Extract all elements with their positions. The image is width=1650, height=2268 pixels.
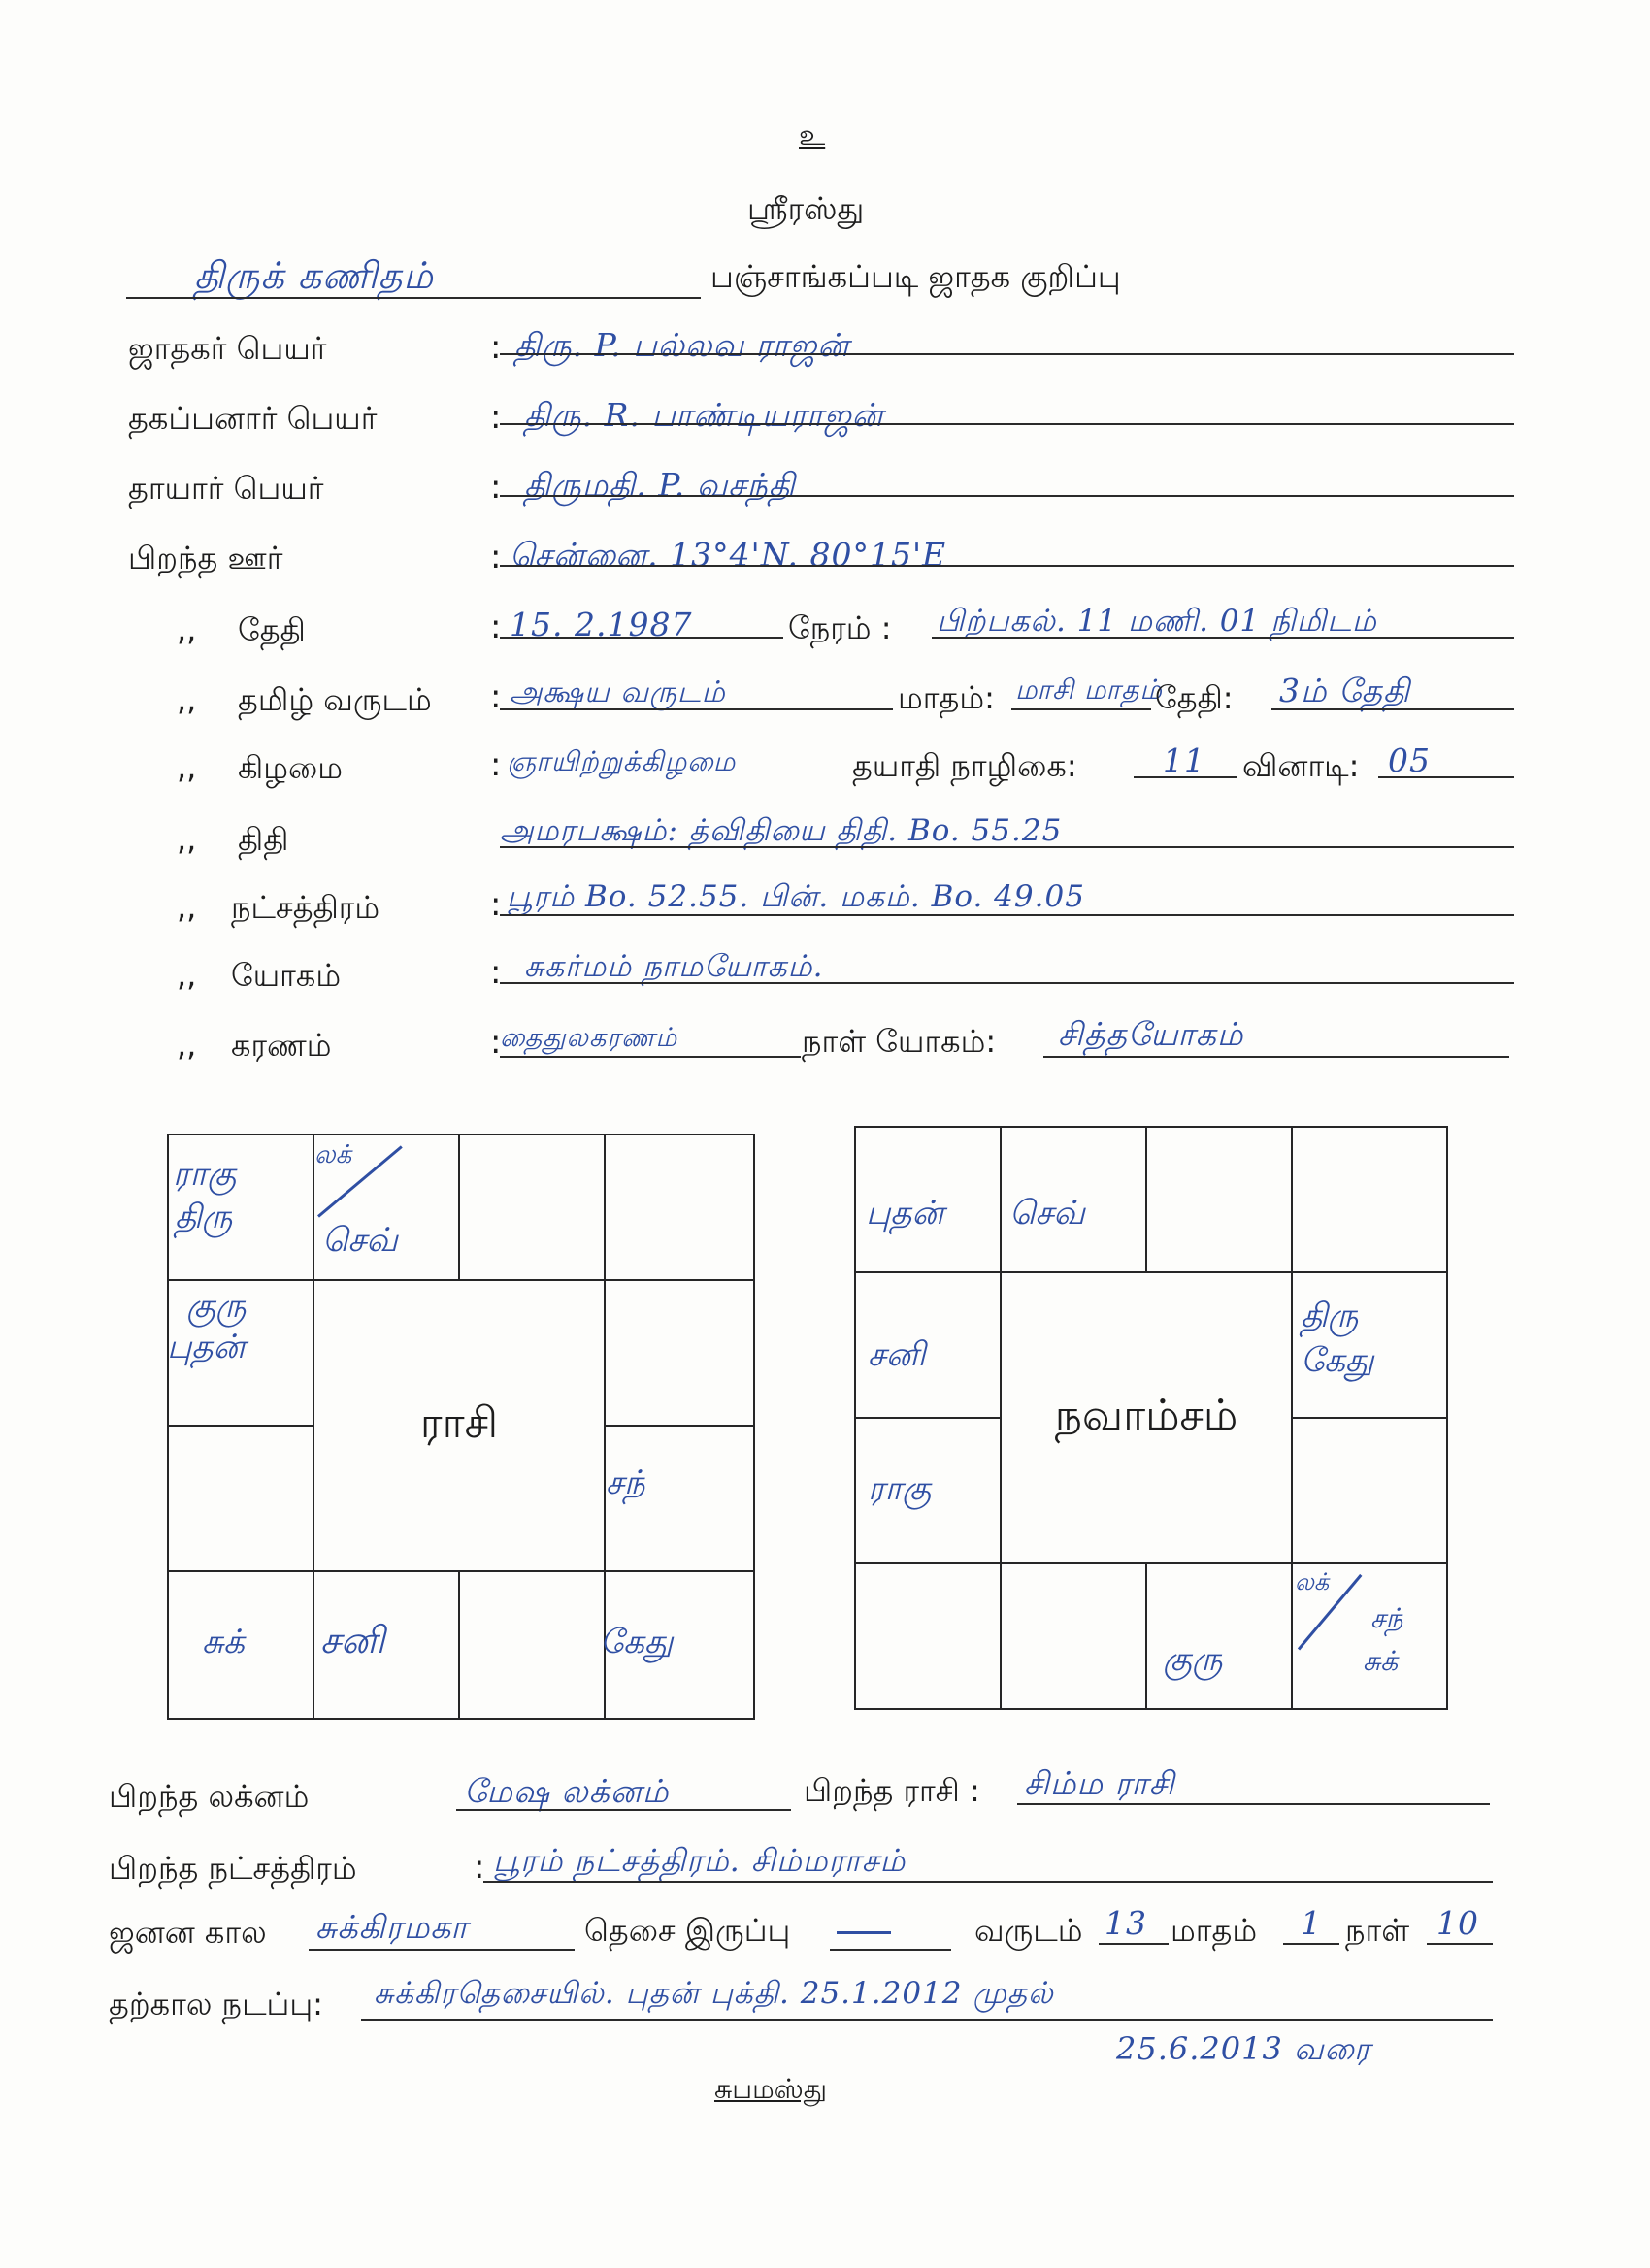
navamsa-chart [854,1126,1448,1710]
ditto-mark: ,, [177,957,197,994]
star-label: பிறந்த நட்சத்திரம் [109,1850,357,1887]
jathagar-label: ஜாதகர் பெயர் [128,330,327,367]
rasi-value: சிம்ம ராசி [1024,1764,1175,1802]
dasai-label: தெசை இருப்பு [584,1912,791,1949]
jathagar-value: திரு. P. பல்லவ ராஜன் [514,326,850,364]
month-label-footer: மாதம் [1171,1912,1258,1949]
nakshatra-line [500,914,1514,916]
rasi-bottom-right: கேது [600,1623,674,1661]
month-value: மாசி மாதம் [1015,674,1163,706]
yogam-value: சுகர்மம் நாமயோகம். [524,949,824,984]
current-label: தற்கால நடப்பு: [109,1986,323,2022]
current-value-1: சுக்கிரதெசையில். புதன் புக்தி. 25.1.2012 முதல் [374,1976,1054,2011]
owner-handwritten: திருக் கணிதம் [194,254,434,297]
tamil-year-line [500,708,893,710]
month-value-footer: 1 [1301,1904,1322,1942]
owner-line [126,297,701,299]
nazhigai-label: தயாதி நாழிகை: [852,747,1077,784]
vinadi-label: வினாடி: [1242,747,1360,784]
om-symbol: உ [799,118,826,152]
rasi-top-left-1: ராகு [173,1155,237,1194]
navamsa-right-2-1: திரு [1301,1297,1359,1335]
rasi-chart [167,1134,755,1720]
navamsa-lagnam-mark: லக் [1295,1568,1330,1595]
yogam-label: யோகம் [231,957,342,994]
ditto-mark: ,, [177,611,197,648]
colon: : [490,745,502,784]
day-line-footer [1427,1943,1493,1945]
tamil-date-value: 3ம் தேதி [1279,672,1411,709]
rasi-top-left-2: திரு [175,1198,233,1236]
mother-label: தாயார் பெயர் [128,470,324,507]
colon: : [490,538,502,576]
nakshatra-label: நட்சத்திரம் [231,889,380,926]
day-label: கிழமை [238,749,343,786]
lagnam-value: மேஷ லக்னம் [464,1772,670,1810]
rasi-top-2: செவ் [322,1221,398,1260]
time-value: பிற்பகல். 11 மணி. 01 நிமிடம் [937,604,1377,639]
rasi-label: பிறந்த ராசி : [804,1772,980,1809]
closing-blessing: சுபமஸ்து [714,2073,827,2105]
date-label: தேதி [238,611,306,648]
janana-value: சுக்கிரமகா [315,1908,469,1946]
karanam-value: தைதுலகரணம் [500,1023,678,1053]
tamil-year-label: தமிழ் வருடம் [238,681,432,718]
current-value-2: 25.6.2013 வரை [1116,2030,1371,2067]
ditto-mark: ,, [177,821,197,858]
month-line-footer [1283,1943,1339,1945]
page-title: பஞ்சாங்கப்படி ஜாதக குறிப்பு [710,258,1121,295]
rasi-cell [604,1279,755,1427]
date-value: 15. 2.1987 [510,606,693,643]
tamil-date-line [1271,708,1514,710]
rasi-right-3: சந் [606,1463,645,1502]
rasi-cell [458,1134,606,1281]
yogam-line [500,982,1514,984]
year-label: வருடம் [974,1912,1083,1949]
navamsa-left-2: சனி [868,1335,926,1374]
rasi-bottom-left: சுக் [202,1623,245,1661]
ditto-mark: ,, [177,1027,197,1064]
colon: : [490,953,502,992]
navamsa-bottom-3: குரு [1163,1640,1223,1679]
dasai-dash [837,1931,891,1934]
karanam-line [500,1056,801,1058]
place-label: பிறந்த ஊர் [128,540,283,576]
mother-line [500,495,1514,497]
navamsa-cell [1291,1126,1448,1273]
rasi-title: ராசி [419,1397,499,1448]
date-line [500,637,783,639]
current-line [361,2019,1493,2021]
thithi-line [500,846,1514,848]
navamsa-cell [854,1562,1002,1710]
ditto-mark: ,, [177,749,197,786]
janana-label: ஜனன கால [109,1914,267,1951]
month-label: மாதம்: [898,679,995,716]
rasi-cell [167,1425,314,1572]
month-line [1011,708,1151,710]
nazhigai-value: 11 [1163,741,1205,779]
day-value-footer: 10 [1436,1904,1479,1942]
day-label-footer: நாள் [1345,1912,1410,1949]
rasi-cell [604,1134,755,1281]
colon: : [490,1023,502,1062]
karanam-label: கரணம் [231,1027,332,1064]
rasi-left-2-1: குரு [186,1287,247,1326]
dasai-line [830,1949,951,1951]
day-value: ஞாயிற்றுக்கிழமை [507,745,737,777]
janana-line [309,1949,575,1951]
navamsa-title: நவாம்சம் [1054,1390,1238,1440]
place-line [500,565,1514,567]
naal-yogam-value: சித்தயோகம் [1058,1015,1244,1053]
lagnam-line [456,1809,791,1811]
tamil-year-value: அக்ஷய வருடம் [510,675,726,709]
lagnam-label: பிறந்த லக்னம் [109,1778,310,1815]
tamil-date-label: தேதி: [1155,679,1234,716]
colon: : [490,398,502,437]
rasi-bottom-2: சனி [320,1619,385,1661]
father-line [500,423,1514,425]
naal-yogam-line [1043,1056,1509,1058]
colon: : [490,328,502,367]
navamsa-bottom-right-1: சந் [1370,1602,1403,1634]
colon: : [490,608,502,646]
navamsa-top-left: புதன் [866,1194,944,1233]
time-label: நேரம் : [788,609,892,646]
colon: : [490,677,502,716]
navamsa-cell [1145,1126,1293,1273]
naal-yogam-label: நாள் யோகம்: [802,1023,997,1060]
navamsa-cell [1145,1562,1293,1710]
time-line [932,637,1514,639]
vinadi-value: 05 [1388,741,1431,779]
year-line [1099,1943,1169,1945]
year-value: 13 [1105,1904,1147,1942]
blessing-heading: ஸ்ரீரஸ்து [747,190,865,227]
thithi-value: அமரபக்ஷம்: த்விதியை திதி. Bo. 55.25 [500,813,1063,848]
star-line [483,1881,1493,1883]
rasi-line [1017,1803,1490,1805]
navamsa-cell [1291,1417,1448,1564]
father-value: திரு. R. பாண்டியராஜன் [524,396,884,434]
vinadi-line [1378,776,1514,778]
navamsa-right-2-2: கேது [1301,1341,1374,1380]
rasi-lagnam-mark: லக் [314,1140,352,1169]
father-label: தகப்பனார் பெயர் [128,400,378,437]
rasi-cell [458,1570,606,1720]
colon: : [490,885,502,924]
ditto-mark: ,, [177,681,197,718]
navamsa-cell [1000,1562,1147,1710]
colon: : [474,1848,485,1887]
star-value: பூரம் நட்சத்திரம். சிம்மராசம் [493,1842,907,1879]
navamsa-bottom-right-2: சுக் [1363,1645,1399,1677]
thithi-label: திதி [238,821,289,858]
ditto-mark: ,, [177,889,197,926]
navamsa-left-3: ராகு [868,1469,932,1508]
jathagar-line [500,353,1514,355]
nakshatra-value: பூரம் Bo. 52.55. பின். மகம். Bo. 49.05 [507,879,1085,914]
colon: : [490,468,502,507]
nazhigai-line [1134,776,1237,778]
place-value: சென்னை. 13°4'N. 80°15'E [510,536,947,574]
mother-value: திருமதி. P. வசந்தி [524,466,796,504]
navamsa-top-2: செவ் [1009,1194,1085,1233]
rasi-left-2-2: புதன் [167,1328,246,1366]
